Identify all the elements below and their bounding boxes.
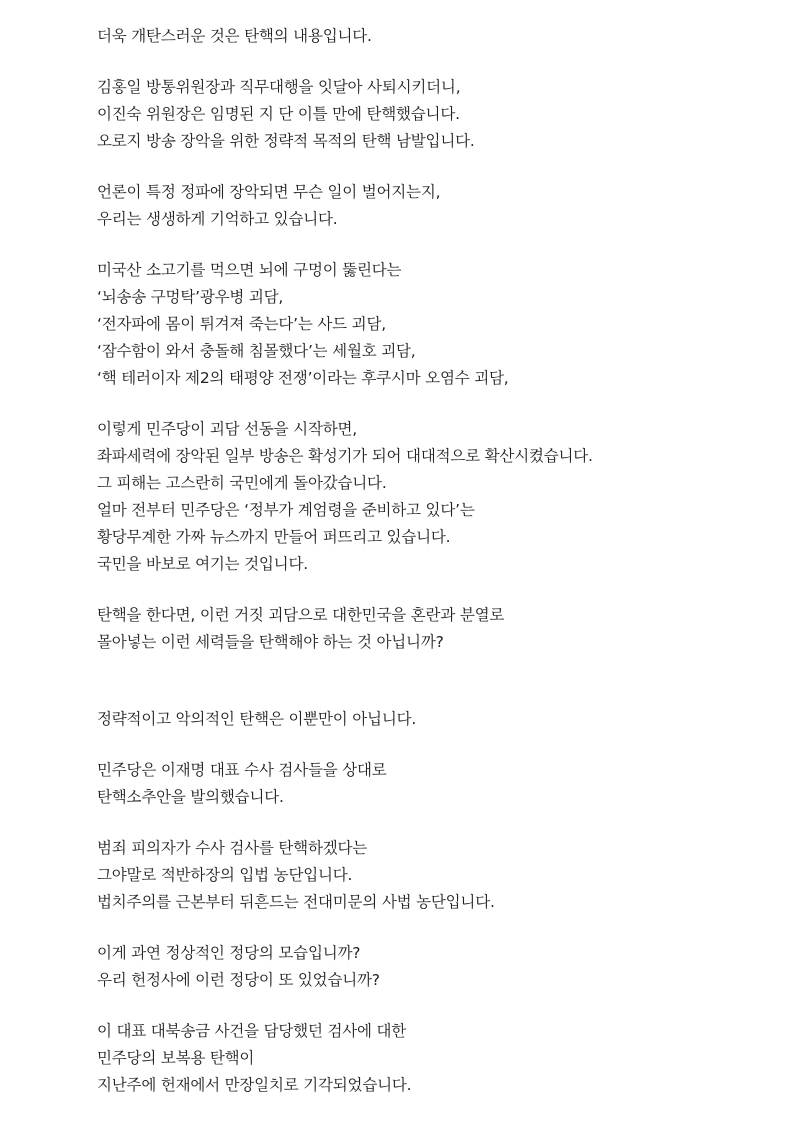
text-line: 이 대표 대북송금 사건을 담당했던 검사에 대한 <box>97 1022 407 1040</box>
text-line: 범죄 피의자가 수사 검사를 탄핵하겠다는 <box>97 839 368 857</box>
paragraph-7 <box>97 706 777 733</box>
text-line: 좌파세력에 장악된 일부 방송은 확성기가 되어 대대적으로 확산시켰습니다. <box>97 447 593 465</box>
text-line: ‘뇌송송 구멍탁’광우병 괴담, <box>97 288 284 306</box>
text-line: 이진숙 위원장은 임명된 지 단 이틀 만에 탄핵했습니다. <box>97 105 460 123</box>
text-line: 몰아넣는 이런 세력들을 탄핵해야 하는 것 아닙니까? <box>97 633 444 651</box>
paragraph-8 <box>97 757 777 811</box>
text-line: 민주당은 이재명 대표 수사 검사들을 상대로 <box>97 761 387 779</box>
text-line: 탄핵소추안을 발의했습니다. <box>97 788 284 806</box>
text-line: 더욱 개탄스러운 것은 탄핵의 내용입니다. <box>97 27 372 45</box>
text-line: 그야말로 적반하장의 입법 농단입니다. <box>97 866 353 884</box>
text-line: 이렇게 민주당이 괴담 선동을 시작하면, <box>97 420 358 438</box>
text-line: 국민을 바보로 여기는 것입니다. <box>97 555 308 573</box>
paragraph-1 <box>97 23 777 50</box>
text-line: 우리는 생생하게 기억하고 있습니다. <box>97 210 338 228</box>
text-line: 정략적이고 악의적인 탄핵은 이뿐만이 아닙니다. <box>97 710 417 728</box>
text-line: ‘전자파에 몸이 튀겨져 죽는다’는 사드 괴담, <box>97 315 386 333</box>
text-line: 얼마 전부터 민주당은 ‘정부가 계엄령을 준비하고 있다’는 <box>97 501 475 519</box>
paragraph-9 <box>97 835 777 916</box>
text-line: 미국산 소고기를 먹으면 뇌에 구멍이 뚫린다는 <box>97 261 402 279</box>
document-body <box>97 23 777 1099</box>
paragraph-6 <box>97 602 777 656</box>
text-line: 지난주에 헌재에서 만장일치로 기각되었습니다. <box>97 1076 412 1094</box>
paragraph-11 <box>97 1018 777 1099</box>
text-line: ‘잠수함이 와서 충돌해 침몰했다’는 세월호 괴담, <box>97 342 416 360</box>
paragraph-5 <box>97 416 777 578</box>
text-line: 그 피해는 고스란히 국민에게 돌아갔습니다. <box>97 474 387 492</box>
paragraph-4 <box>97 257 777 392</box>
paragraph-3 <box>97 179 777 233</box>
text-line: 법치주의를 근본부터 뒤흔드는 전대미문의 사법 농단입니다. <box>97 893 495 911</box>
text-line: 민주당의 보복용 탄핵이 <box>97 1049 255 1067</box>
text-line: 언론이 특정 정파에 장악되면 무슨 일이 벌어지는지, <box>97 183 441 201</box>
text-line: 오로지 방송 장악을 위한 정략적 목적의 탄핵 남발입니다. <box>97 132 475 150</box>
paragraph-10 <box>97 940 777 994</box>
text-line: 황당무계한 가짜 뉴스까지 만들어 퍼뜨리고 있습니다. <box>97 528 451 546</box>
text-line: ‘핵 테러이자 제2의 태평양 전쟁’이라는 후쿠시마 오염수 괴담, <box>97 369 509 387</box>
text-line: 탄핵을 한다면, 이런 거짓 괴담으로 대한민국을 혼란과 분열로 <box>97 606 505 624</box>
text-line: 우리 헌정사에 이런 정당이 또 있었습니까? <box>97 971 380 989</box>
text-line: 이게 과연 정상적인 정당의 모습입니까? <box>97 944 361 962</box>
text-line: 김홍일 방통위원장과 직무대행을 잇달아 사퇴시키더니, <box>97 78 461 96</box>
paragraph-2 <box>97 74 777 155</box>
